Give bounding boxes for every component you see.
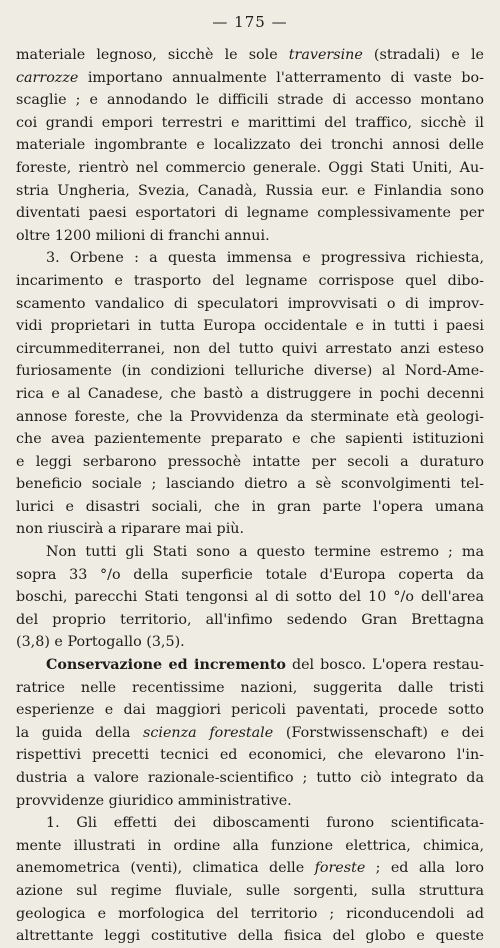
page-body-text (16, 44, 484, 948)
text-line (16, 89, 484, 112)
text-line (16, 586, 484, 609)
text-segment: circummediterranei, non del tutto quivi arrestato anzi esteso (16, 340, 484, 357)
text-segment: foreste, rientrò nel commercio generale. Oggi Stati Uniti, Au- (16, 159, 484, 176)
text-segment: (Forstwissenschaft) e dei (273, 724, 484, 741)
text-line (16, 202, 484, 225)
text-segment: diventati paesi esportatori di legname complessivamente per (16, 205, 484, 222)
text-segment: anemometrica (venti), climatica delle (16, 860, 315, 877)
text-line (16, 518, 484, 541)
text-line (16, 541, 484, 564)
text-segment: scamento vandalico di speculatori improvvisati o di improv- (16, 295, 484, 312)
text-segment: materiale legnoso, sicchè le sole (16, 47, 289, 63)
text-line (16, 631, 484, 654)
text-segment: dustria a valore razionale-scientifico ; tutto ciò integrato da (16, 770, 484, 786)
text-line (16, 67, 484, 90)
text-segment: incarimento e trasporto del legname corrispose quel dibo- (16, 272, 484, 289)
text-line (16, 699, 484, 722)
text-segment: e leggi serbarono pressochè intatte per secoli a duraturo (16, 453, 484, 470)
text-line (16, 180, 484, 203)
text-line (16, 225, 484, 248)
text-segment: boschi, parecchi Stati tengonsi al di sotto del 10 °/o dell'area (16, 589, 484, 606)
text-segment: provvidenze giuridico amministrative. (16, 792, 292, 809)
text-line (16, 293, 484, 316)
text-line (16, 767, 484, 790)
text-segment: lurici e disastri sociali, che in gran parte l'opera umana (16, 498, 484, 515)
text-line (16, 247, 484, 270)
text-line (16, 744, 484, 767)
text-segment: rispettivi precetti tecnici ed economici, che elevarono l'in- (16, 747, 484, 764)
page-number: — 175 — (212, 13, 288, 31)
text-segment: geologica e morfologica del territorio ; riconducendoli ad (16, 905, 484, 922)
text-segment: beneficio sociale ; lasciando dietro a sè sconvolgimenti tel- (16, 476, 484, 493)
text-segment: esperienze e dai maggiori pericoli paventati, procede sotto (16, 702, 484, 719)
text-line (16, 857, 484, 880)
text-line (16, 451, 484, 474)
text-segment: stria Ungheria, Svezia, Canadà, Russia eur. e Finlandia sono (16, 182, 484, 199)
italic-text: foreste (314, 860, 366, 877)
text-segment: altrettante leggi costitutive della fisica del globo e queste (16, 928, 484, 945)
text-line (16, 835, 484, 858)
text-segment: oltre 1200 milioni di franchi annui. (16, 227, 270, 244)
text-segment: ; ed alla loro (365, 860, 484, 877)
text-line (16, 812, 484, 835)
text-segment: 3. Orbene : a questa immensa e progressiva richiesta, (46, 250, 484, 267)
italic-text: traversine (288, 47, 363, 63)
text-line (16, 722, 484, 745)
text-segment: (3,8) e Portogallo (3,5). (16, 634, 185, 651)
text-line (16, 315, 484, 338)
text-line (16, 654, 484, 677)
text-line (16, 112, 484, 135)
text-segment: mente illustrati in ordine alla funzione elettrica, chimica, (16, 837, 484, 854)
text-segment: Non tutti gli Stati sono a questo termine estremo ; ma (46, 544, 484, 561)
text-line (16, 564, 484, 587)
text-segment: materiale ingombrante e localizzato dei tronchi annosi delle (16, 137, 484, 154)
text-line (16, 134, 484, 157)
text-segment: ratrice nelle recentissime nazioni, suggerita dalle tristi (16, 679, 484, 696)
text-line (16, 925, 484, 948)
text-segment: importano annualmente l'atterramento di vaste bo- (78, 69, 484, 86)
text-line (16, 790, 484, 813)
text-segment: che avea pazientemente preparato e che sapienti istituzioni (16, 431, 484, 448)
text-line (16, 880, 484, 903)
italic-text: carrozze (16, 69, 79, 86)
text-segment: annose foreste, che la Provvidenza da sterminate età geologi- (16, 408, 484, 425)
text-line (16, 44, 484, 67)
text-line (16, 428, 484, 451)
text-line (16, 338, 484, 361)
text-segment: del proprio territorio, all'infimo sedendo Gran Brettagna (16, 611, 484, 628)
text-line (16, 903, 484, 926)
text-segment: rica e al Canadese, che bastò a distruggere in pochi decenni (16, 385, 484, 402)
text-segment: azione sul regime fluviale, sulle sorgenti, sulla struttura (16, 882, 484, 899)
text-segment: non riuscirà a riparare mai più. (16, 521, 245, 538)
text-segment: 1. Gli effetti dei diboscamenti furono scientificata- (46, 815, 484, 832)
text-segment: vidi proprietari in tutta Europa occidentale e in tutti i paesi (16, 318, 484, 335)
text-line (16, 496, 484, 519)
text-line (16, 157, 484, 180)
text-segment: sopra 33 °/o della superficie totale d'Europa coperta da (16, 566, 484, 583)
text-line (16, 270, 484, 293)
text-line (16, 609, 484, 632)
text-line (16, 677, 484, 700)
text-line (16, 406, 484, 429)
text-segment: del bosco. L'opera restau- (285, 657, 484, 674)
text-line (16, 473, 484, 496)
text-segment: coi grandi empori terrestri e marittimi del traffico, sicchè il (16, 114, 484, 131)
text-segment: furiosamente (in condizioni telluriche diverse) al Nord-Ame- (16, 363, 484, 380)
text-segment: la guida della (16, 724, 144, 741)
text-segment: scaglie ; e annodando le difficili strade di accesso montano (16, 92, 484, 109)
text-line (16, 360, 484, 383)
text-line (16, 383, 484, 406)
italic-text: scienza forestale (143, 724, 274, 741)
text-segment: (stradali) e le (362, 47, 484, 63)
bold-text: Conservazione ed incremento (46, 657, 286, 674)
